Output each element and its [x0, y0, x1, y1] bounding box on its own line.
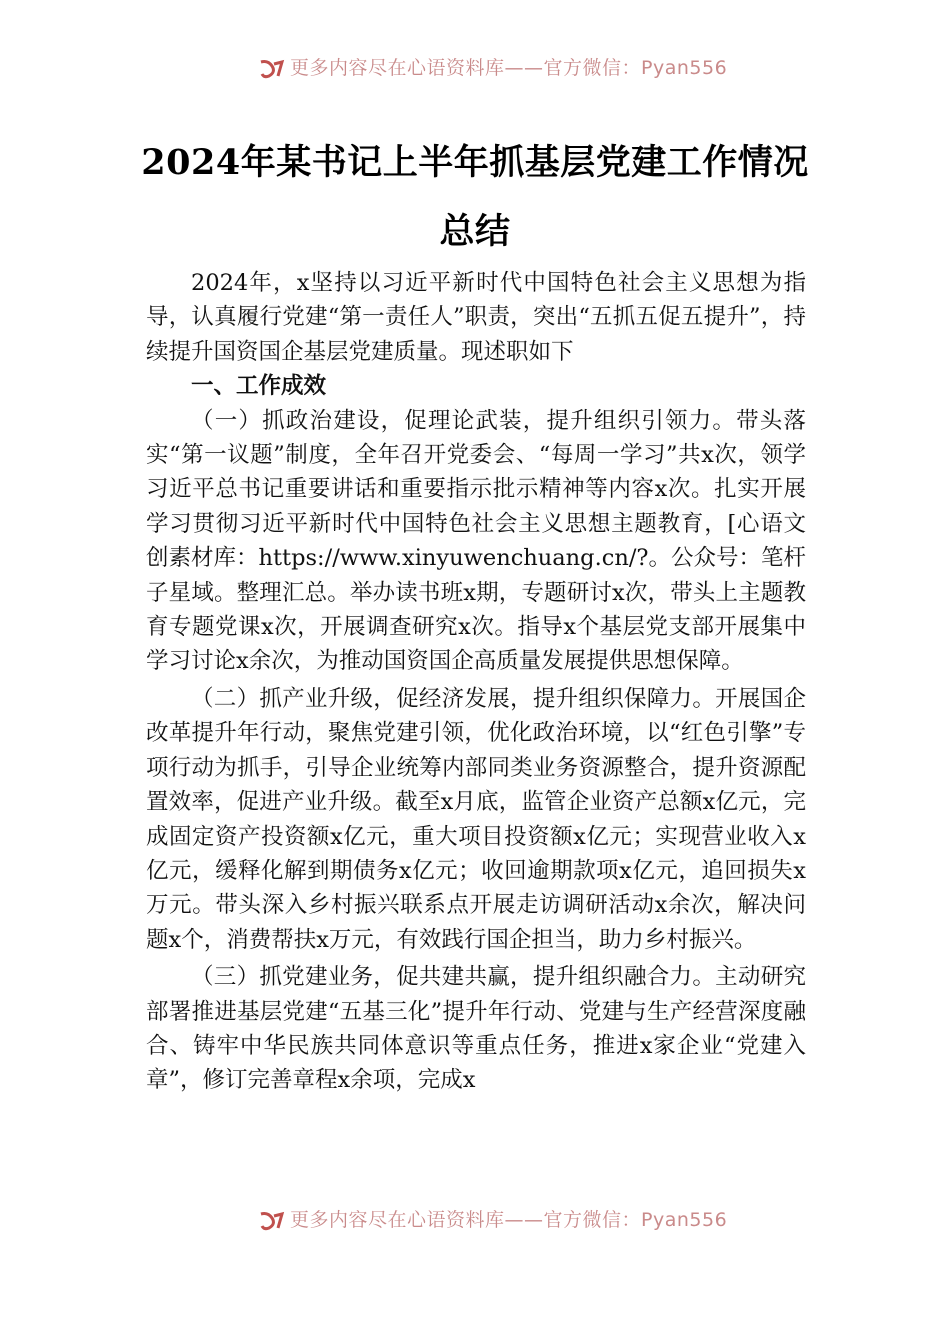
body-paragraph-3: （三）抓党建业务，促共建共赢，提升组织融合力。主动研究部署推进基层党建“五基三化”提升年行动、党建与生产经营深度融合、铸牢中华民族共同体意识等重点任务，推进x家企业“党建入章”，修订完善章程x余项，完成x — [146, 964, 806, 1094]
footer-banner — [258, 1207, 738, 1235]
brand-logo-icon — [258, 58, 286, 80]
document-title-line-1: 2024年某书记上半年抓基层党建工作情况 — [141, 142, 809, 183]
header-banner-text: 更多内容尽在心语资料库——官方微信：Pyan556 — [290, 56, 728, 79]
intro-paragraph: 2024年，x坚持以习近平新时代中国特色社会主义思想为指导，认真履行党建“第一责任人”职责，突出“五抓五促五提升”，持续提升国资国企基层党建质量。现述职如下 — [146, 270, 806, 365]
document-body — [146, 266, 806, 1098]
brand-logo-icon — [258, 1210, 286, 1232]
body-paragraph-1: （一）抓政治建设，促理论武装，提升组织引领力。带头落实“第一议题”制度，全年召开党委会、“每周一学习”共x次，领学习近平总书记重要讲话和重要指示批示精神等内容x次。扎实开展学习贯彻习近平新时代中国特色社会主义思想主题教育，[心语文创素材库：https://www.xinyuwenchuang.cn/?。公众号：笔杆子星域。整理汇总。举办读书班x期，专题研讨x次，带头上主题教育专题党课x次，开展调查研究x次。指导x个基层党支部开展集中学习讨论x余次，为推动国资国企高质量发展提供思想保障。 — [146, 407, 806, 675]
section-heading: 一、工作成效 — [191, 373, 327, 400]
header-banner — [258, 56, 738, 82]
footer-banner-text: 更多内容尽在心语资料库——官方微信：Pyan556 — [290, 1208, 728, 1231]
body-paragraph-2: （二）抓产业升级，促经济发展，提升组织保障力。开展国企改革提升年行动，聚焦党建引领，优化政治环境，以“红色引擎”专项行动为抓手，引导企业统筹内部同类业务资源整合，提升资源配置效率，促进产业升级。截至x月底，监管企业资产总额x亿元，完成固定资产投资额x亿元，重大项目投资额x亿元；实现营业收入x亿元，缓释化解到期债务x亿元；收回逾期款项x亿元，追回损失x万元。带头深入乡村振兴联系点开展走访调研活动x余次，解决问题x个，消费帮扶x万元，有效践行国企担当，助力乡村振兴。 — [146, 685, 806, 953]
document-title-line-2: 总结 — [439, 211, 511, 252]
